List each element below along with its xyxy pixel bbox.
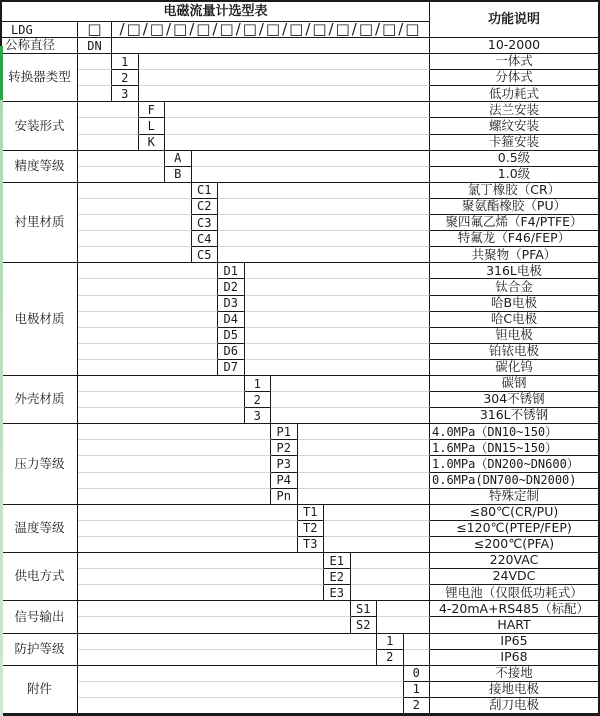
code-cell: D4 — [218, 312, 245, 328]
filler-right — [245, 360, 431, 376]
function-description: 24VDC — [430, 569, 598, 585]
function-description-header: 功能说明 — [430, 2, 598, 38]
category-label: 附件 — [2, 666, 78, 714]
filler-left — [78, 151, 165, 167]
code-cell: S2 — [351, 617, 378, 633]
filler-left — [78, 135, 139, 151]
code-cell: T1 — [298, 505, 325, 521]
filler-left — [78, 199, 192, 215]
code-cell: E2 — [324, 569, 351, 585]
filler-left — [78, 102, 139, 118]
code-cell: D2 — [218, 279, 245, 295]
filler-right — [139, 86, 431, 102]
filler-right — [271, 376, 430, 392]
filler-right — [245, 312, 431, 328]
filler-left — [78, 167, 165, 183]
code-cell: P4 — [271, 473, 298, 489]
function-description: 卡箍安装 — [430, 135, 598, 151]
filler-right — [377, 617, 430, 633]
model-prefix: LDG — [2, 22, 78, 38]
filler-left — [78, 247, 192, 263]
filler-left — [78, 70, 112, 86]
function-description: 4-20mA+RS485（标配） — [430, 601, 598, 617]
filler-right — [298, 456, 431, 472]
filler-right — [245, 328, 431, 344]
code-cell: 3 — [112, 86, 139, 102]
category-label: 温度等级 — [2, 505, 78, 553]
function-description: 0.5级 — [430, 151, 598, 167]
code-cell: E3 — [324, 585, 351, 601]
filler-left — [78, 54, 112, 70]
filler-left — [78, 86, 112, 102]
code-cell: 1 — [404, 682, 431, 698]
function-description: 刮刀电极 — [430, 698, 598, 714]
filler-right — [192, 151, 431, 167]
function-description: 氯丁橡胶（CR） — [430, 183, 598, 199]
function-description: 聚氨酯橡胶（PU） — [430, 199, 598, 215]
filler-right — [324, 521, 430, 537]
filler-right — [351, 553, 431, 569]
filler-right — [165, 118, 430, 134]
code-cell: D3 — [218, 296, 245, 312]
filler-right — [165, 135, 430, 151]
code-cell: E1 — [324, 553, 351, 569]
model-code-slots: /□/□/□/□/□/□/□/□/□/□/□/□/□ — [112, 22, 430, 38]
filler-left — [78, 698, 404, 714]
filler-right — [298, 440, 431, 456]
filler-left — [78, 118, 139, 134]
filler-left — [78, 505, 298, 521]
function-description: 220VAC — [430, 553, 598, 569]
code-cell: T3 — [298, 537, 325, 553]
code-cell: K — [139, 135, 166, 151]
function-description: 特殊定制 — [430, 489, 598, 505]
filler-right — [245, 344, 431, 360]
filler-right — [218, 215, 430, 231]
filler-right — [377, 601, 430, 617]
function-description: 316L不锈钢 — [430, 408, 598, 424]
filler-left — [78, 537, 298, 553]
filler-left — [78, 296, 218, 312]
filler-right — [324, 505, 430, 521]
category-label: 防护等级 — [2, 634, 78, 666]
function-description: 碳钢 — [430, 376, 598, 392]
filler-left — [78, 263, 218, 279]
code-cell: C1 — [192, 183, 219, 199]
filler-left — [78, 456, 271, 472]
function-description: ≤200℃(PFA) — [430, 537, 598, 553]
filler-right — [139, 54, 431, 70]
function-description: 一体式 — [430, 54, 598, 70]
filler-right — [324, 537, 430, 553]
function-description: 低功耗式 — [430, 86, 598, 102]
filler-right — [351, 585, 431, 601]
code-cell: DN — [78, 38, 112, 54]
function-description: 哈B电极 — [430, 296, 598, 312]
category-label: 供电方式 — [2, 553, 78, 601]
function-description: 1.0级 — [430, 167, 598, 183]
function-description: 钽电极 — [430, 328, 598, 344]
function-description: 聚四氟乙烯（F4/PTFE） — [430, 215, 598, 231]
function-description: 1.0MPa（DN200~DN600） — [430, 456, 598, 472]
filler-left — [78, 634, 377, 650]
filler-right — [218, 231, 430, 247]
code-cell: S1 — [351, 601, 378, 617]
function-description: 锂电池（仅限低功耗式） — [430, 585, 598, 601]
code-cell: 2 — [112, 70, 139, 86]
code-cell: D5 — [218, 328, 245, 344]
filler-left — [78, 215, 192, 231]
filler-left — [78, 553, 324, 569]
code-cell: 1 — [112, 54, 139, 70]
filler-left — [78, 601, 351, 617]
code-cell: F — [139, 102, 166, 118]
code-cell: C5 — [192, 247, 219, 263]
filler-left — [78, 682, 404, 698]
filler-right — [192, 167, 431, 183]
filler-right — [245, 279, 431, 295]
filler-left — [78, 424, 271, 440]
code-cell: D1 — [218, 263, 245, 279]
filler-right — [139, 70, 431, 86]
filler-right — [298, 489, 431, 505]
code-cell: 2 — [404, 698, 431, 714]
function-description: 1.6MPa（DN15~150） — [430, 440, 598, 456]
function-description: 铂铱电极 — [430, 344, 598, 360]
filler-left — [78, 279, 218, 295]
filler-left — [78, 569, 324, 585]
filler-right — [351, 569, 431, 585]
function-description: 4.0MPa（DN10~150） — [430, 424, 598, 440]
code-cell: C2 — [192, 199, 219, 215]
filler-right — [218, 183, 430, 199]
code-cell: 1 — [377, 634, 404, 650]
filler-left — [78, 666, 404, 682]
filler-left — [78, 312, 218, 328]
function-description: ≤120℃(PTEP/FEP) — [430, 521, 598, 537]
function-description: 分体式 — [430, 70, 598, 86]
code-cell: C4 — [192, 231, 219, 247]
filler-left — [78, 650, 377, 666]
function-description: 特氟龙（F46/FEP） — [430, 231, 598, 247]
function-description: 共聚物（PFA） — [430, 247, 598, 263]
filler-left — [78, 473, 271, 489]
category-label: 电极材质 — [2, 263, 78, 376]
code-cell: D7 — [218, 360, 245, 376]
code-cell: 1 — [245, 376, 272, 392]
category-label: 精度等级 — [2, 151, 78, 183]
category-label: 信号输出 — [2, 601, 78, 633]
filler-left — [78, 489, 271, 505]
category-label: 公称直径 — [2, 38, 78, 54]
code-cell: Pn — [271, 489, 298, 505]
code-cell: 2 — [245, 392, 272, 408]
filler-left — [78, 183, 192, 199]
filler-left — [78, 408, 245, 424]
category-label: 外壳材质 — [2, 376, 78, 424]
code-cell: 2 — [377, 650, 404, 666]
category-label: 安装形式 — [2, 102, 78, 150]
function-description: 10-2000 — [430, 38, 598, 54]
category-label: 衬里材质 — [2, 183, 78, 263]
filler-right — [218, 247, 430, 263]
filler-left — [78, 392, 245, 408]
code-cell: P3 — [271, 456, 298, 472]
filler-right — [245, 296, 431, 312]
function-description: ≤80℃(CR/PU) — [430, 505, 598, 521]
category-label: 转换器类型 — [2, 54, 78, 102]
function-description: 304不锈钢 — [430, 392, 598, 408]
table-title: 电磁流量计选型表 — [2, 2, 430, 22]
filler-left — [78, 344, 218, 360]
filler-right — [165, 102, 430, 118]
code-cell: A — [165, 151, 192, 167]
function-description: 钛合金 — [430, 279, 598, 295]
function-description: 哈C电极 — [430, 312, 598, 328]
function-description: 法兰安装 — [430, 102, 598, 118]
code-cell: D6 — [218, 344, 245, 360]
function-description: 0.6MPa(DN700~DN2000) — [430, 473, 598, 489]
function-description: 316L电极 — [430, 263, 598, 279]
filler-left — [78, 231, 192, 247]
filler-right — [404, 634, 431, 650]
filler-right — [245, 263, 431, 279]
code-cell: P2 — [271, 440, 298, 456]
code-cell: C3 — [192, 215, 219, 231]
filler-left — [78, 585, 324, 601]
function-description: 螺纹安装 — [430, 118, 598, 134]
function-description: IP68 — [430, 650, 598, 666]
filler-left — [78, 360, 218, 376]
code-cell: B — [165, 167, 192, 183]
code-cell: 0 — [404, 666, 431, 682]
filler-right — [298, 473, 431, 489]
filler-right — [404, 650, 431, 666]
function-description: 碳化钨 — [430, 360, 598, 376]
filler-left — [78, 328, 218, 344]
function-description: 不接地 — [430, 666, 598, 682]
code-cell: 3 — [245, 408, 272, 424]
category-label: 压力等级 — [2, 424, 78, 504]
function-description: 接地电极 — [430, 682, 598, 698]
filler-left — [78, 376, 245, 392]
filler-right — [271, 408, 430, 424]
left-edge-highlight — [0, 46, 3, 716]
code-cell: T2 — [298, 521, 325, 537]
filler-left — [78, 440, 271, 456]
code-cell: L — [139, 118, 166, 134]
function-description: HART — [430, 617, 598, 633]
filler-left — [78, 617, 351, 633]
filler-right — [271, 392, 430, 408]
code-cell: P1 — [271, 424, 298, 440]
model-first-box: □ — [78, 22, 112, 38]
filler-left — [78, 521, 298, 537]
function-description: IP65 — [430, 634, 598, 650]
filler-right — [112, 38, 430, 54]
filler-right — [298, 424, 431, 440]
filler-right — [218, 199, 430, 215]
